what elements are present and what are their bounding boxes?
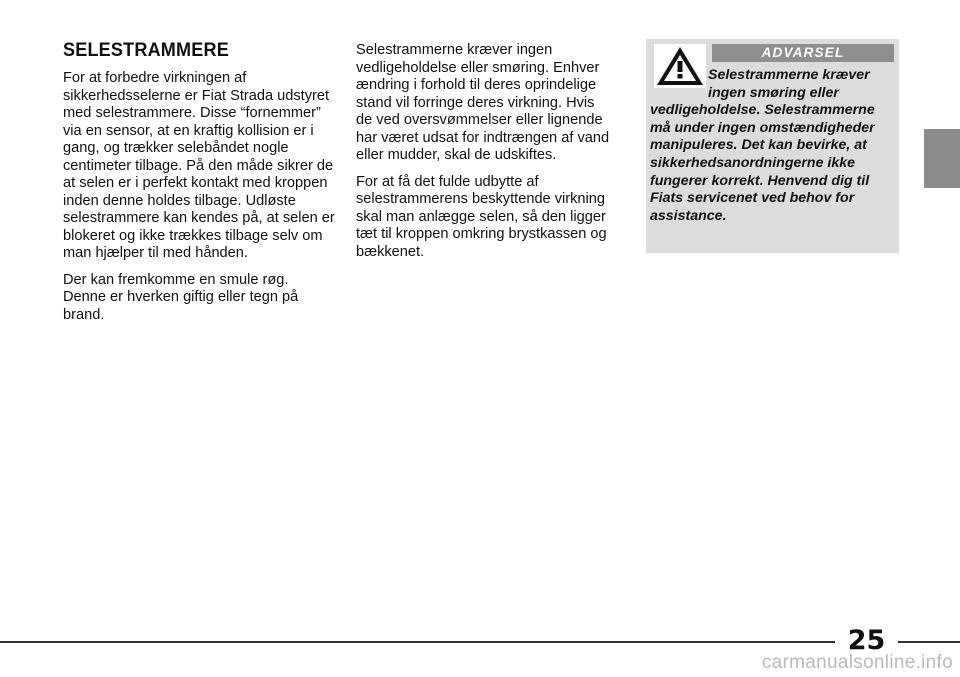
left-column bbox=[63, 40, 335, 333]
warning-box bbox=[646, 39, 899, 253]
body-paragraph: Der kan fremkomme en smule røg. Denne er hverken giftig eller tegn på brand. bbox=[63, 271, 299, 323]
warning-text: Selestrammerne kræver ingen smøring eller vedligeholdelse. Selestrammerne må under ingen omstændigheder manipuleres. Det kan bevirke, at sikkerhedsanordningerne ikke fungerer korrekt. Henvend dig til Fiats servicenet ved behov for assistance. bbox=[650, 67, 875, 224]
page-number: 25 bbox=[847, 625, 886, 656]
footer-rule bbox=[898, 641, 960, 643]
chapter-tab bbox=[924, 129, 960, 188]
warning-text-block bbox=[650, 67, 896, 225]
middle-column bbox=[356, 42, 612, 270]
watermark: carmanualsonline.info bbox=[761, 652, 953, 673]
body-paragraph: Selestrammerne kræver ingen vedligeholdelse eller smøring. Enhver ændring i forhold til deres oprindelige stand vil forringe deres virkning. Hvis de ved oversvømmelser eller lignende har været udsat for indtrængen af vand eller mudder, skal de udskiftes. bbox=[356, 42, 610, 163]
section-heading: SELESTRAMMERE bbox=[63, 40, 229, 61]
body-paragraph: For at forbedre virkningen af sikkerhedsselerne er Fiat Strada udstyret med selestrammere. Disse “fornemmer” via en sensor, at en kraftig kollision er i gang, og trækker selebåndet nogle centimeter tilbage. På den måde sikrer de at selen er i perfekt kontakt med kroppen inden denne holdes tilbage. Udløste selestrammere kan kendes på, at selen er blokeret og ikke trækkes tilbage selv om man hjælper til med hånden. bbox=[63, 70, 335, 261]
body-paragraph: For at få det fulde udbytte af selestrammerens beskyttende virkning skal man anlægge selen, så den ligger tæt til kroppen omkring brystkassen og bækkenet. bbox=[356, 173, 607, 260]
footer-rule bbox=[0, 641, 835, 643]
warning-title: ADVARSEL bbox=[712, 44, 894, 62]
